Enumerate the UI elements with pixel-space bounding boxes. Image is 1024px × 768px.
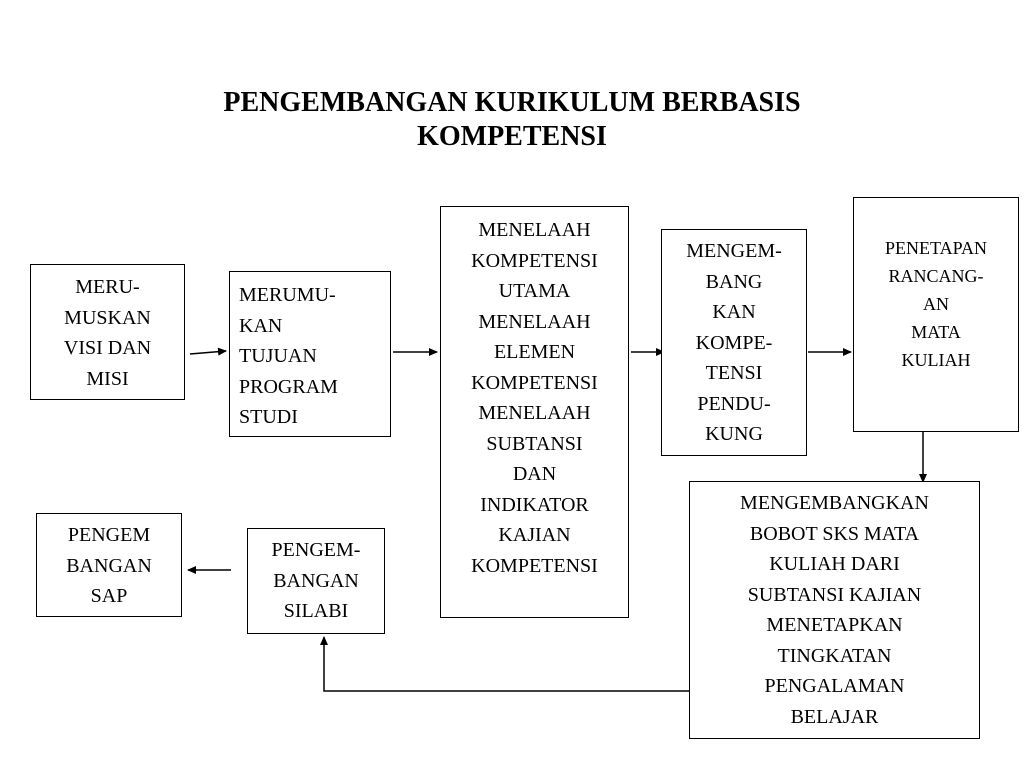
- box-text-line: TUJUAN: [239, 345, 317, 367]
- box-text-line: STUDI: [239, 406, 298, 428]
- box-text-line: KOMPE-: [695, 331, 773, 354]
- box-text-line: KAN: [712, 301, 756, 323]
- box-text-line: BOBOT SKS MATA: [749, 522, 920, 545]
- box-text-line: MERU-: [75, 276, 140, 298]
- box-text-line: SAP: [90, 585, 128, 607]
- box-penetapan-rancangan-mata-kuliah: [853, 197, 1019, 432]
- box-pengembangan-sap: [36, 513, 182, 617]
- box-text-line: SUBTANSI KAJIAN: [747, 583, 922, 606]
- box-merumuskan-tujuan-program-studi: [229, 271, 391, 437]
- box-menelaah-kompetensi: [440, 206, 629, 618]
- arrow-bobot-to-silabi: [324, 637, 689, 691]
- box-merumuskan-visi-misi: [30, 264, 185, 400]
- box-text-line: BANGAN: [273, 569, 359, 592]
- box-text-line: MERUMU-: [239, 284, 336, 306]
- box-text-line: MENGEM-: [686, 240, 782, 262]
- box-text-line: KAJIAN: [498, 524, 571, 546]
- box-text-line: MENGEMBANGKAN: [740, 492, 929, 514]
- box-text-line: BELAJAR: [790, 705, 879, 728]
- box-text-line: PENGEM-: [271, 539, 361, 561]
- box-text-line: VISI DAN: [63, 337, 152, 359]
- box-text-line: KULIAH DARI: [769, 553, 900, 575]
- box-text-line: UTAMA: [498, 280, 571, 302]
- box-text-line: KAN: [239, 314, 283, 337]
- box-text-line: MENELAAH: [478, 402, 591, 424]
- box-text-line: MATA: [911, 322, 961, 342]
- box-text-line: MUSKAN: [64, 306, 151, 329]
- box-text-line: RANCANG-: [888, 266, 984, 286]
- arrow-visi-to-tujuan: [190, 351, 226, 354]
- box-text-line: KUNG: [705, 423, 763, 445]
- box-text-line: SILABI: [283, 600, 349, 622]
- title-line-2: KOMPETENSI: [417, 121, 607, 152]
- box-text-line: MENELAAH: [478, 219, 591, 241]
- box-text-line: AN: [923, 294, 949, 314]
- box-text-line: KULIAH: [901, 350, 971, 370]
- box-text-line: SUBTANSI: [486, 432, 583, 455]
- box-text-line: MENETAPKAN: [766, 614, 903, 636]
- box-text-line: BANG: [705, 270, 763, 293]
- box-text-line: BANGAN: [66, 554, 152, 577]
- box-pengembangan-silabi: [247, 528, 385, 634]
- box-text-line: DAN: [512, 463, 557, 485]
- box-text-line: KOMPETENSI: [471, 554, 598, 577]
- box-text-line: KOMPETENSI: [471, 249, 598, 272]
- box-text-line: TENSI: [705, 362, 763, 384]
- box-text-line: TINGKATAN: [777, 644, 892, 667]
- box-text-line: PENGEM: [67, 524, 151, 546]
- box-text-line: MENELAAH: [478, 310, 591, 333]
- box-text-line: KOMPETENSI: [471, 371, 598, 394]
- box-text-line: INDIKATOR: [480, 493, 589, 516]
- box-mengembangkan-kompetensi-pendukung: [661, 229, 807, 456]
- box-mengembangkan-bobot-sks: [689, 481, 980, 739]
- box-text-line: PROGRAM: [239, 375, 338, 398]
- box-text-line: MISI: [86, 367, 129, 390]
- box-text-line: PENDU-: [697, 392, 771, 415]
- box-text-line: ELEMEN: [493, 341, 576, 363]
- box-text-line: PENGALAMAN: [764, 675, 905, 697]
- title-line-1: PENGEMBANGAN KURIKULUM BERBASIS: [223, 87, 801, 118]
- box-text-line: PENETAPAN: [885, 238, 987, 258]
